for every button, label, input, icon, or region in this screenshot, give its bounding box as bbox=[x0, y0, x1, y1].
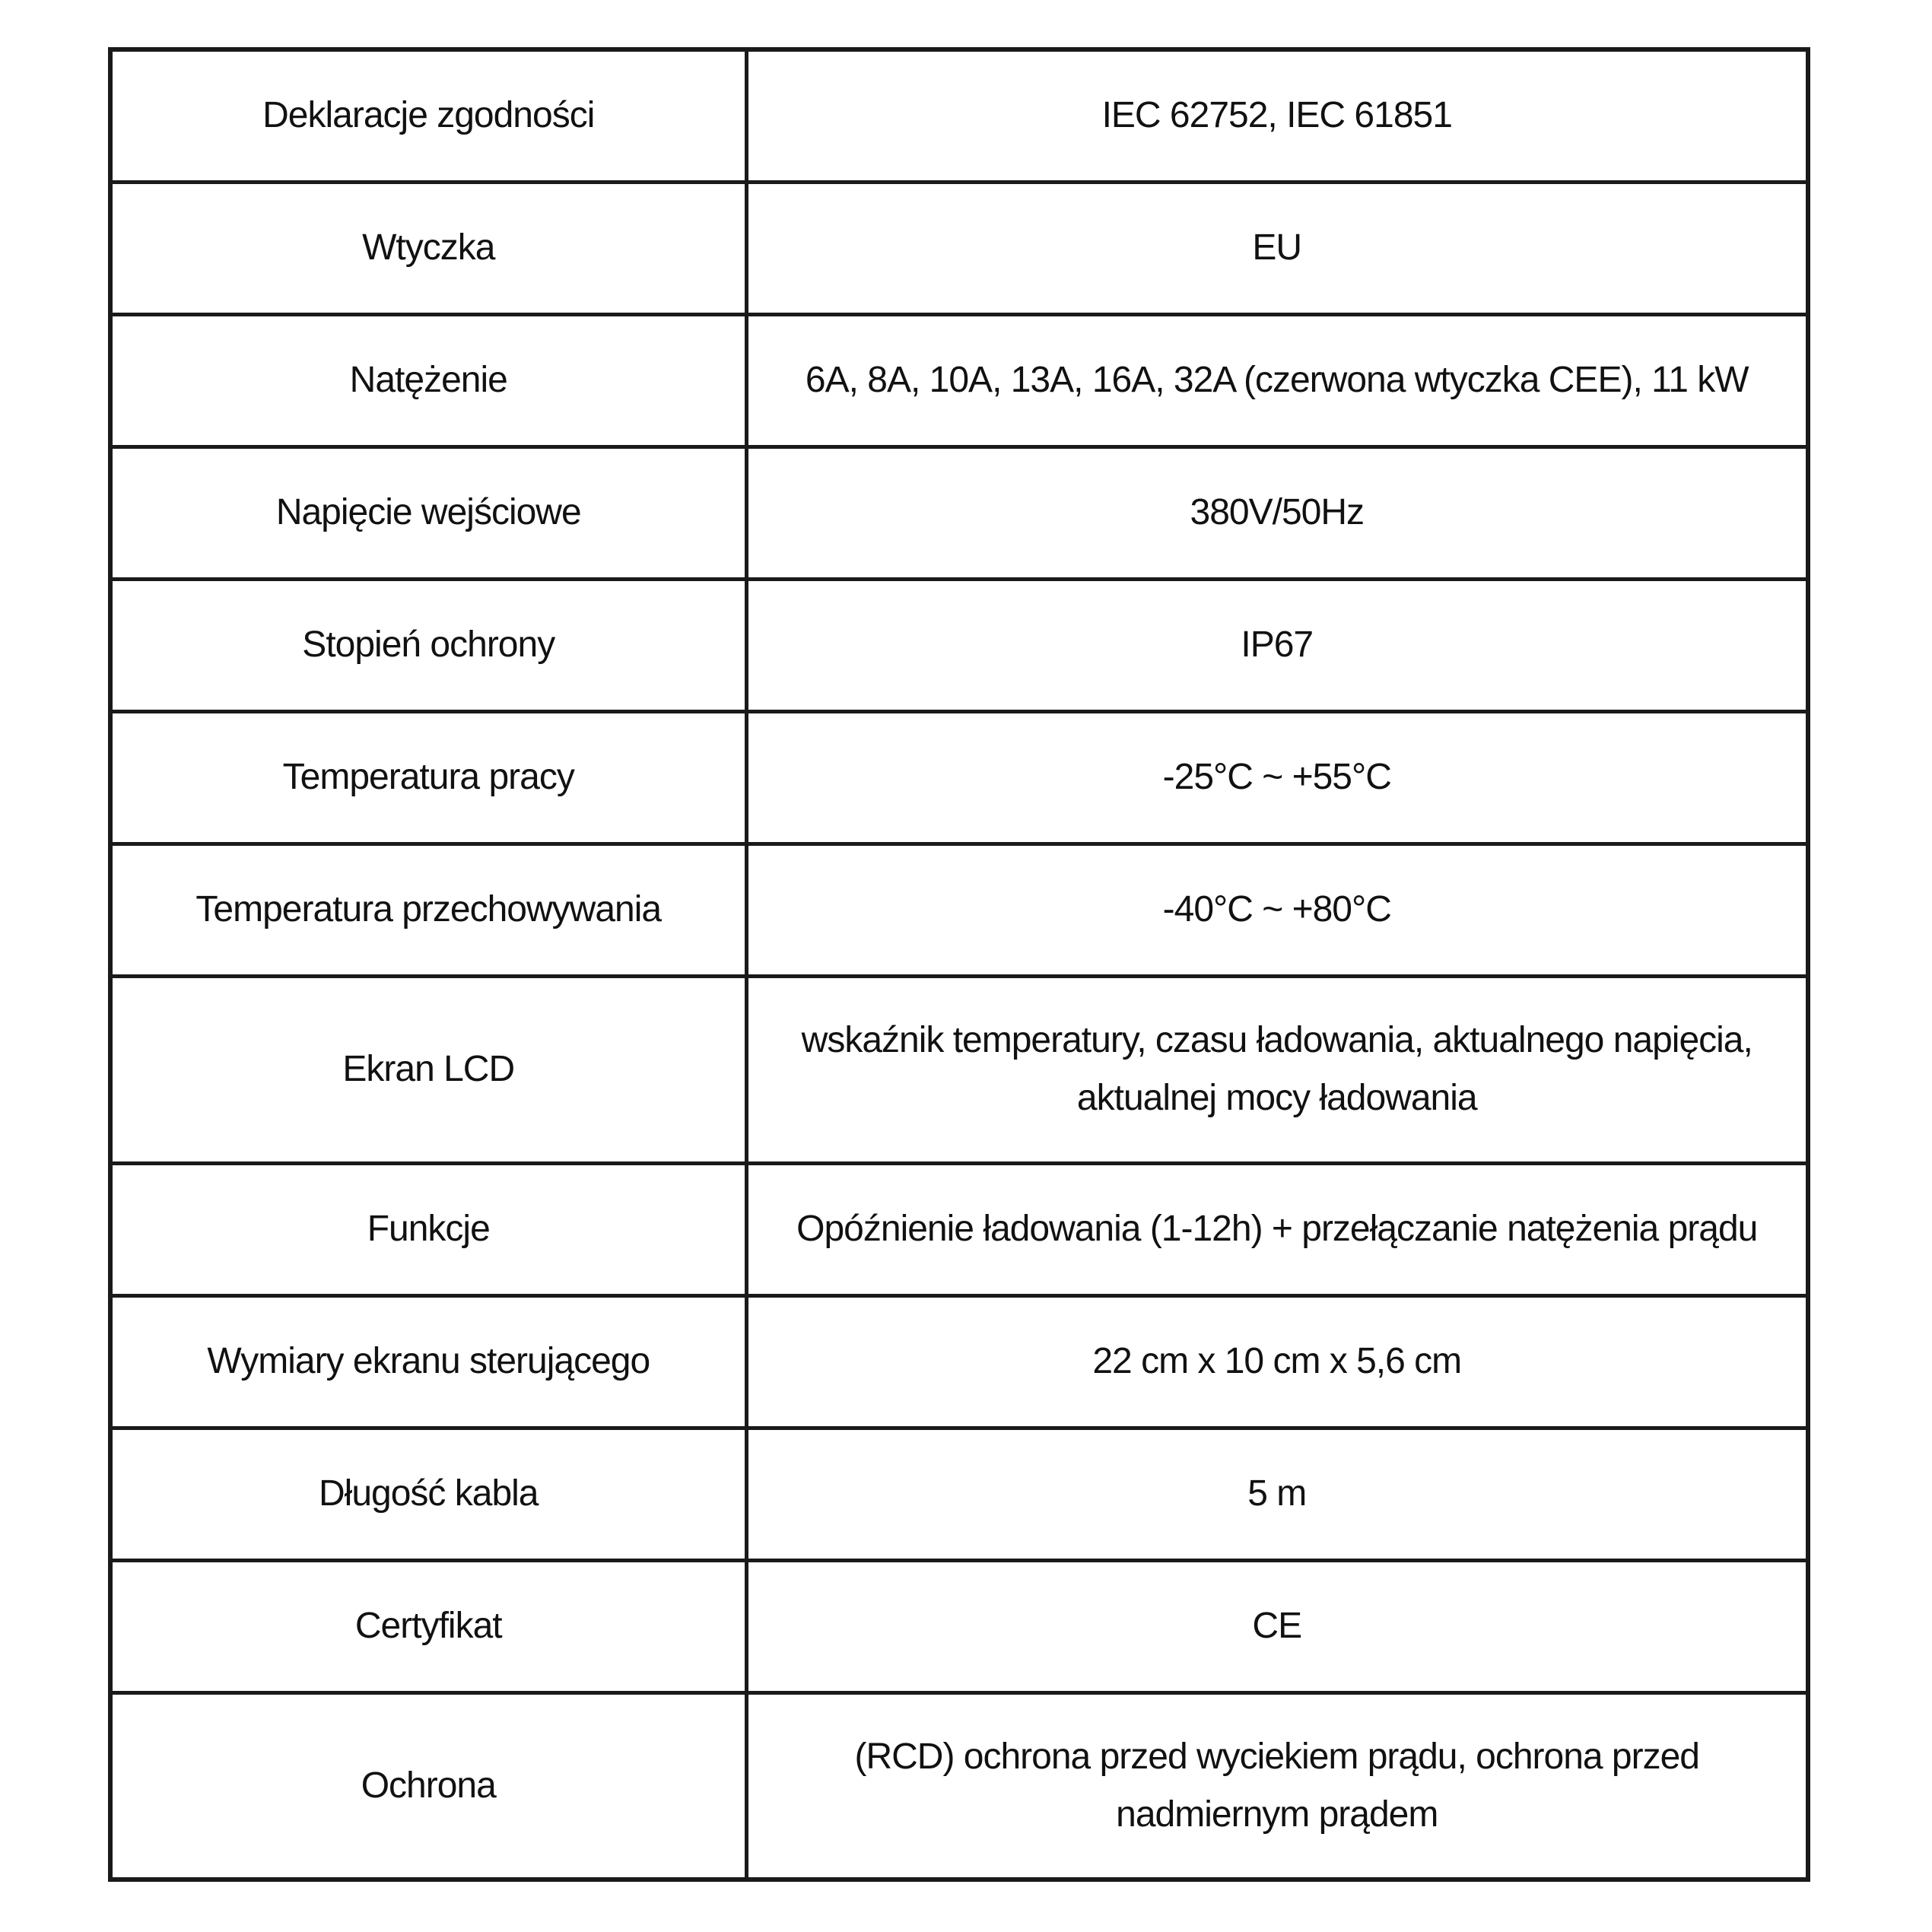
spec-label-cell: Ekran LCD bbox=[110, 976, 746, 1163]
table-row bbox=[110, 446, 1808, 579]
spec-value-cell: 5 m bbox=[746, 1428, 1808, 1560]
spec-value-cell: CE bbox=[746, 1560, 1808, 1692]
table-row bbox=[110, 844, 1808, 976]
table-row bbox=[110, 1163, 1808, 1295]
table-row bbox=[110, 314, 1808, 446]
spec-label-cell: Natężenie bbox=[110, 314, 746, 446]
table-row bbox=[110, 711, 1808, 844]
table-row bbox=[110, 976, 1808, 1163]
spec-label-cell: Stopień ochrony bbox=[110, 579, 746, 711]
spec-value-cell: IEC 62752, IEC 61851 bbox=[746, 49, 1808, 182]
spec-value-cell: 22 cm x 10 cm x 5,6 cm bbox=[746, 1295, 1808, 1428]
spec-value-cell: 6A, 8A, 10A, 13A, 16A, 32A (czerwona wtyczka CEE), 11 kW bbox=[746, 314, 1808, 446]
table-row bbox=[110, 182, 1808, 314]
spec-value-cell: -40°C ~ +80°C bbox=[746, 844, 1808, 976]
spec-value-cell: 380V/50Hz bbox=[746, 446, 1808, 579]
spec-label-cell: Wymiary ekranu sterującego bbox=[110, 1295, 746, 1428]
spec-label-cell: Certyfikat bbox=[110, 1560, 746, 1692]
table-row bbox=[110, 1295, 1808, 1428]
spec-label-cell: Wtyczka bbox=[110, 182, 746, 314]
spec-label-cell: Ochrona bbox=[110, 1692, 746, 1880]
spec-label-cell: Funkcje bbox=[110, 1163, 746, 1295]
specification-table bbox=[108, 47, 1810, 1882]
table-row bbox=[110, 49, 1808, 182]
spec-value-cell: (RCD) ochrona przed wyciekiem prądu, ochrona przed nadmiernym prądem bbox=[746, 1692, 1808, 1880]
table-row bbox=[110, 579, 1808, 711]
spec-label-cell: Napięcie wejściowe bbox=[110, 446, 746, 579]
table-row bbox=[110, 1560, 1808, 1692]
spec-label-cell: Temperatura przechowywania bbox=[110, 844, 746, 976]
spec-value-cell: Opóźnienie ładowania (1-12h) + przełączanie natężenia prądu bbox=[746, 1163, 1808, 1295]
table-row bbox=[110, 1692, 1808, 1880]
spec-value-cell: EU bbox=[746, 182, 1808, 314]
spec-value-cell: -25°C ~ +55°C bbox=[746, 711, 1808, 844]
spec-label-cell: Deklaracje zgodności bbox=[110, 49, 746, 182]
table-row bbox=[110, 1428, 1808, 1560]
spec-label-cell: Długość kabla bbox=[110, 1428, 746, 1560]
spec-value-cell: wskaźnik temperatury, czasu ładowania, aktualnego napięcia, aktualnej mocy ładowania bbox=[746, 976, 1808, 1163]
spec-value-cell: IP67 bbox=[746, 579, 1808, 711]
specification-table-body bbox=[110, 49, 1808, 1880]
spec-label-cell: Temperatura pracy bbox=[110, 711, 746, 844]
